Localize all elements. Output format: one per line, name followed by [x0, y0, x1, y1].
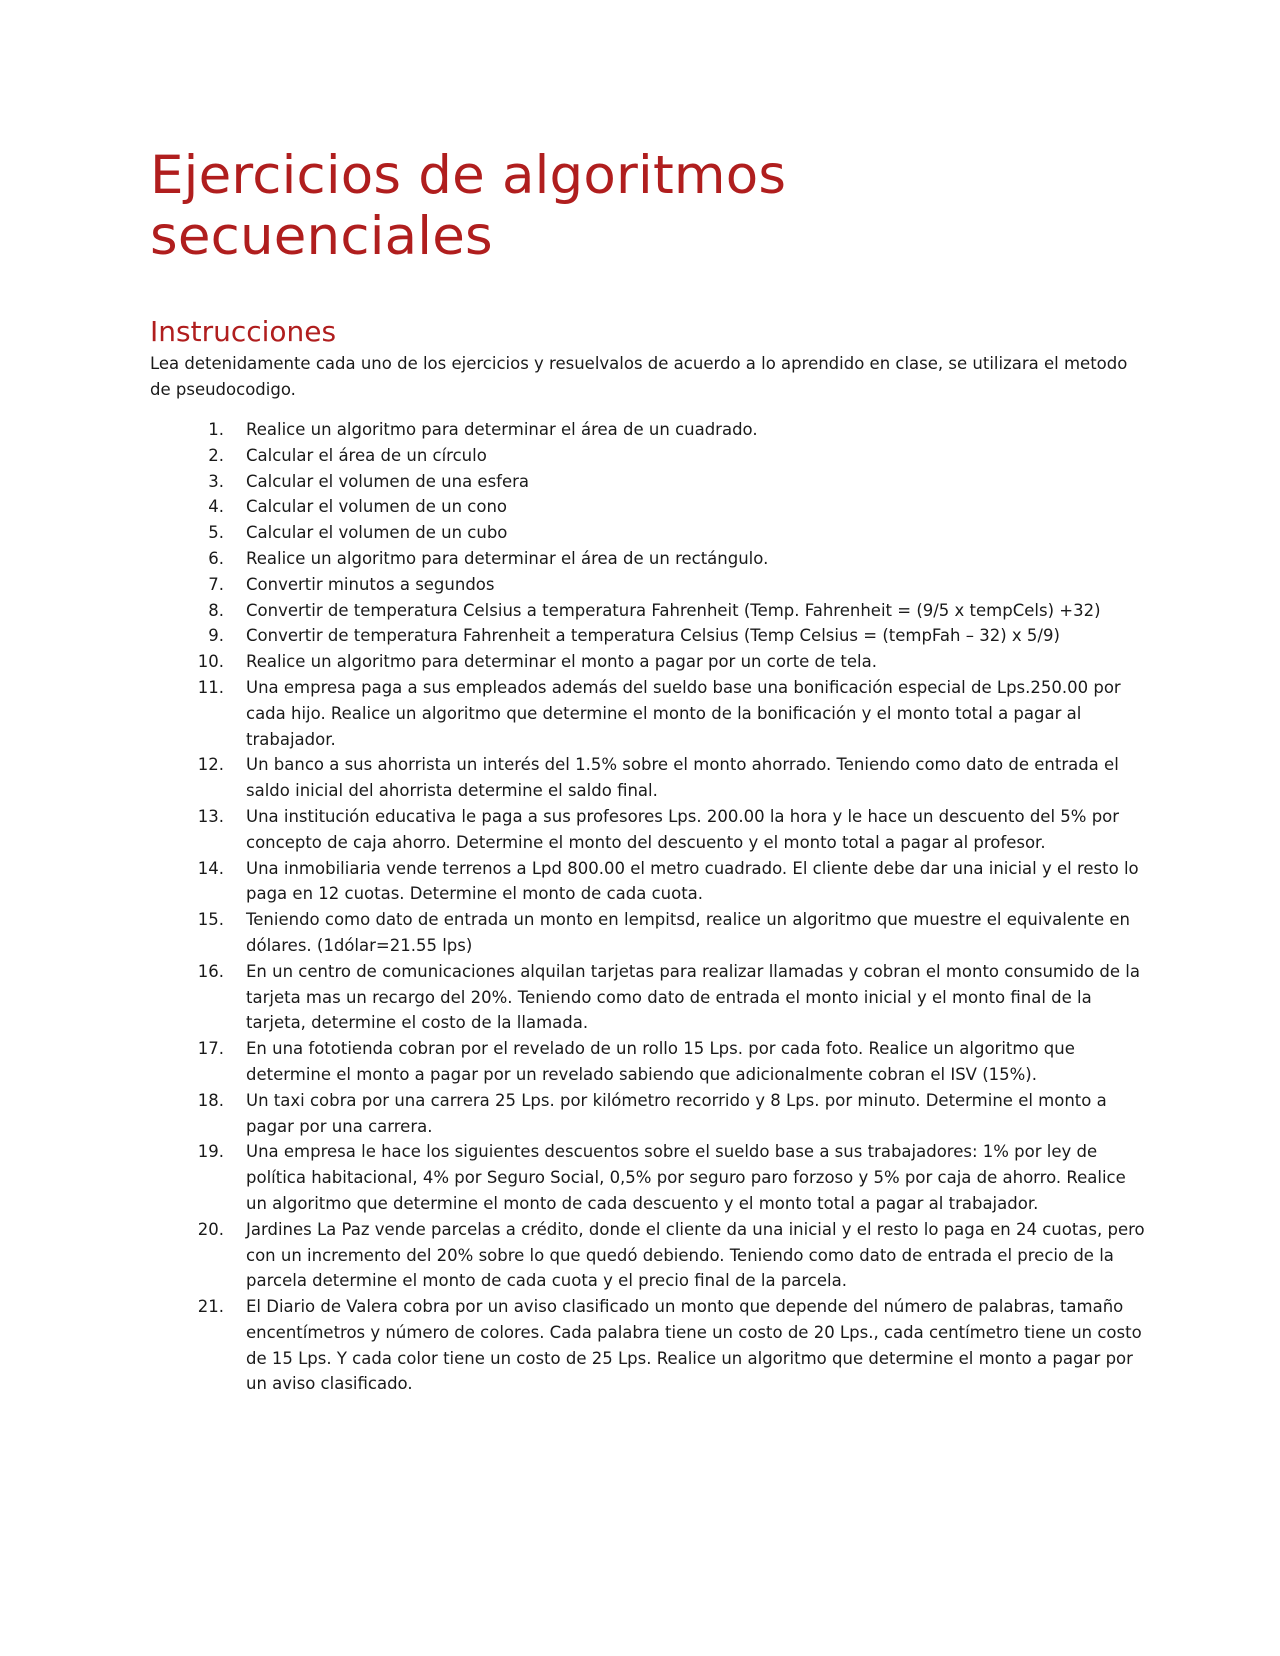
- instructions-paragraph: Lea detenidamente cada uno de los ejercicios y resuelvalos de acuerdo a lo aprendido en clase, se utilizara el metodo de pseudocodigo.: [150, 354, 1128, 399]
- list-item-text: Un banco a sus ahorrista un interés del 1.5% sobre el monto ahorrado. Teniendo como dato de entrada el saldo inicial del ahorrista determine el saldo final.: [246, 755, 1119, 801]
- exercise-list: [150, 417, 1145, 1397]
- list-item: [150, 469, 1140, 495]
- list-item-text: Una institución educativa le paga a sus profesores Lps. 200.00 la hora y le hace un descuento del 5% por concepto de caja ahorro. Determine el monto del descuento y el monto total a pagar al profesor.: [246, 806, 1120, 852]
- list-item-text: Calcular el volumen de un cono: [246, 497, 508, 517]
- list-item: [150, 443, 1140, 469]
- section-heading-instrucciones: Instrucciones: [150, 315, 337, 348]
- list-item-number: 4.: [208, 497, 224, 517]
- document-page: [150, 145, 1145, 1397]
- list-item-number: 18.: [197, 1090, 224, 1110]
- list-item: [150, 1088, 1140, 1140]
- list-item-text: Calcular el área de un círculo: [246, 445, 487, 465]
- list-item-number: 7.: [208, 574, 224, 594]
- list-item-number: 1.: [208, 420, 224, 439]
- list-item: [150, 804, 1140, 856]
- list-item: [150, 856, 1140, 908]
- list-item: [150, 1139, 1140, 1216]
- list-item-number: 19.: [197, 1142, 224, 1162]
- list-item-number: 14.: [197, 858, 224, 878]
- list-item-text: Realice un algoritmo para determinar el monto a pagar por un corte de tela.: [246, 652, 877, 672]
- list-item-number: 16.: [197, 961, 224, 981]
- list-item: [150, 752, 1140, 804]
- list-item-number: 17.: [197, 1039, 224, 1059]
- list-item-text: Convertir minutos a segundos: [246, 574, 495, 594]
- list-item: [150, 546, 1140, 572]
- list-item-number: 12.: [197, 755, 224, 775]
- list-item-number: 10.: [197, 652, 224, 672]
- list-item: [150, 959, 1140, 1036]
- list-item-text: Realice un algoritmo para determinar el área de un cuadrado.: [246, 420, 758, 439]
- list-item: [150, 598, 1140, 624]
- list-item-text: En una fototienda cobran por el revelado de un rollo 15 Lps. por cada foto. Realice un algoritmo que determine el monto a pagar por un revelado sabiendo que adicionalmente cobran el ISV (15%).: [246, 1039, 1075, 1084]
- list-item-text: Calcular el volumen de un cubo: [246, 523, 508, 543]
- list-item-number: 11.: [197, 677, 224, 697]
- list-item-text: Jardines La Paz vende parcelas a crédito, donde el cliente da una inicial y el resto lo paga en 24 cuotas, pero con un incremento del 20% sobre lo que quedó debiendo. Teniendo como dato de entrada el precio de la parcela determine el monto de cada cuota y el precio final de la parcela.: [246, 1219, 1145, 1291]
- list-item-text: Realice un algoritmo para determinar el área de un rectángulo.: [246, 548, 769, 568]
- list-item: [150, 1294, 1140, 1397]
- document-title: Ejercicios de algoritmos secuenciales: [150, 145, 787, 267]
- list-item-number: 9.: [208, 626, 224, 646]
- list-item-text: El Diario de Valera cobra por un aviso clasificado un monto que depende del número de palabras, tamaño encentímetros y número de colores. Cada palabra tiene un costo de 20 Lps., cada centímetro tiene un costo de 15 Lps. Y cada color tiene un costo de 25 Lps. Realice un algoritmo que determine el monto a pagar por un aviso clasificado.: [246, 1297, 1142, 1394]
- list-item: [150, 675, 1140, 752]
- list-item-number: 13.: [197, 806, 224, 826]
- list-item: [150, 623, 1140, 649]
- list-item-text: Una inmobiliaria vende terrenos a Lpd 800.00 el metro cuadrado. El cliente debe dar una inicial y el resto lo paga en 12 cuotas. Determine el monto de cada cuota.: [246, 858, 1139, 904]
- list-item-text: En un centro de comunicaciones alquilan tarjetas para realizar llamadas y cobran el monto consumido de la tarjeta mas un recargo del 20%. Teniendo como dato de entrada el monto inicial y el monto final de la tarjeta, determine el costo de la llamada.: [246, 961, 1140, 1033]
- list-item: [150, 494, 1140, 520]
- list-item-number: 3.: [208, 471, 224, 491]
- list-item-number: 6.: [208, 548, 224, 568]
- list-item: [150, 1217, 1145, 1294]
- list-item-text: Un taxi cobra por una carrera 25 Lps. por kilómetro recorrido y 8 Lps. por minuto. Determine el monto a pagar por una carrera.: [246, 1090, 1107, 1136]
- list-item-number: 8.: [208, 600, 224, 620]
- list-item-text: Una empresa paga a sus empleados además del sueldo base una bonificación especial de Lps.250.00 por cada hijo. Realice un algoritmo que determine el monto de la bonificación y el monto total a pagar al trabajador.: [246, 677, 1121, 749]
- list-item-number: 5.: [208, 523, 224, 543]
- list-item: [150, 907, 1140, 959]
- list-item-text: Calcular el volumen de una esfera: [246, 471, 530, 491]
- list-item-number: 15.: [197, 910, 224, 930]
- list-item: [150, 572, 1140, 598]
- list-item-text: Convertir de temperatura Celsius a temperatura Fahrenheit (Temp. Fahrenheit = (9/5 x tempCels) +32): [246, 600, 1101, 620]
- list-item-text: Una empresa le hace los siguientes descuentos sobre el sueldo base a sus trabajadores: 1% por ley de política habitacional, 4% por Seguro Social, 0,5% por seguro paro forzoso y 5% por caja de ahorro. Realice un algoritmo que determine el monto de cada descuento y el monto total a pagar al trabajador.: [246, 1142, 1126, 1213]
- list-item-text: Teniendo como dato de entrada un monto en lempitsd, realice un algoritmo que muestre el equivalente en dólares. (1dólar=21.55 lps): [246, 910, 1130, 955]
- list-item: [150, 1036, 1140, 1088]
- list-item: [150, 520, 1140, 546]
- list-item-number: 2.: [208, 445, 224, 465]
- list-item-number: 20.: [197, 1219, 224, 1239]
- list-item: [150, 649, 1140, 675]
- list-item-number: 21.: [197, 1297, 224, 1317]
- list-item-text: Convertir de temperatura Fahrenheit a temperatura Celsius (Temp Celsius = (tempFah – 32) x 5/9): [246, 626, 1060, 646]
- list-item: [150, 417, 1140, 443]
